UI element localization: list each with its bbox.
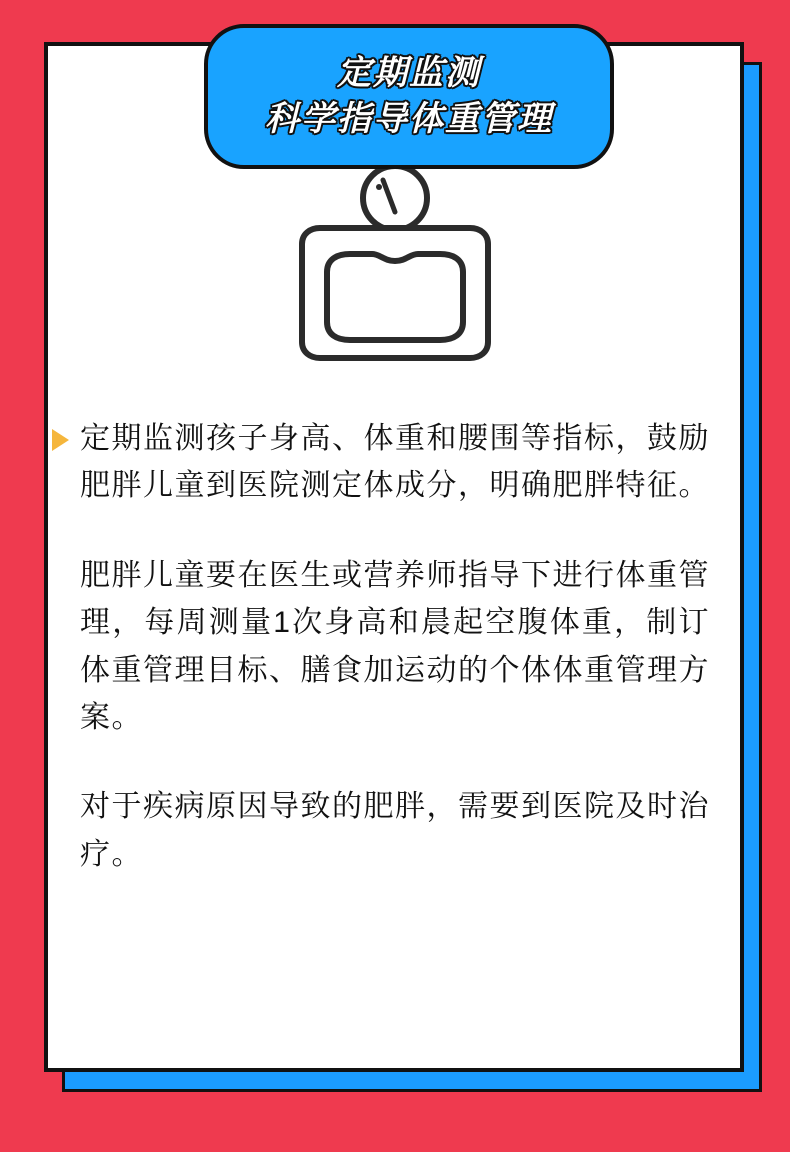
paragraph-1-text: 定期监测孩子身高、体重和腰围等指标，鼓励肥胖儿童到医院测定体成分，明确肥胖特征。	[80, 422, 710, 503]
paragraph-3-text: 对于疾病原因导致的肥胖，需要到医院及时治疗。	[80, 790, 710, 871]
paragraph-2-text: 肥胖儿童要在医生或营养师指导下进行体重管理，每周测量1次身高和晨起空腹体重，制订体重管理目标、膳食加运动的个体体重管理方案。	[80, 558, 710, 734]
paragraph-3	[80, 783, 710, 878]
header-banner	[204, 24, 614, 169]
bathroom-scale-icon	[280, 160, 510, 375]
paragraph-1	[80, 415, 710, 510]
triangle-bullet-icon	[52, 429, 69, 451]
body-content	[80, 415, 710, 920]
header-title-line-2: 科学指导体重管理	[265, 99, 553, 138]
paragraph-2	[80, 552, 710, 742]
header-title-line-1: 定期监测	[337, 53, 481, 92]
illustration-container	[0, 160, 790, 375]
